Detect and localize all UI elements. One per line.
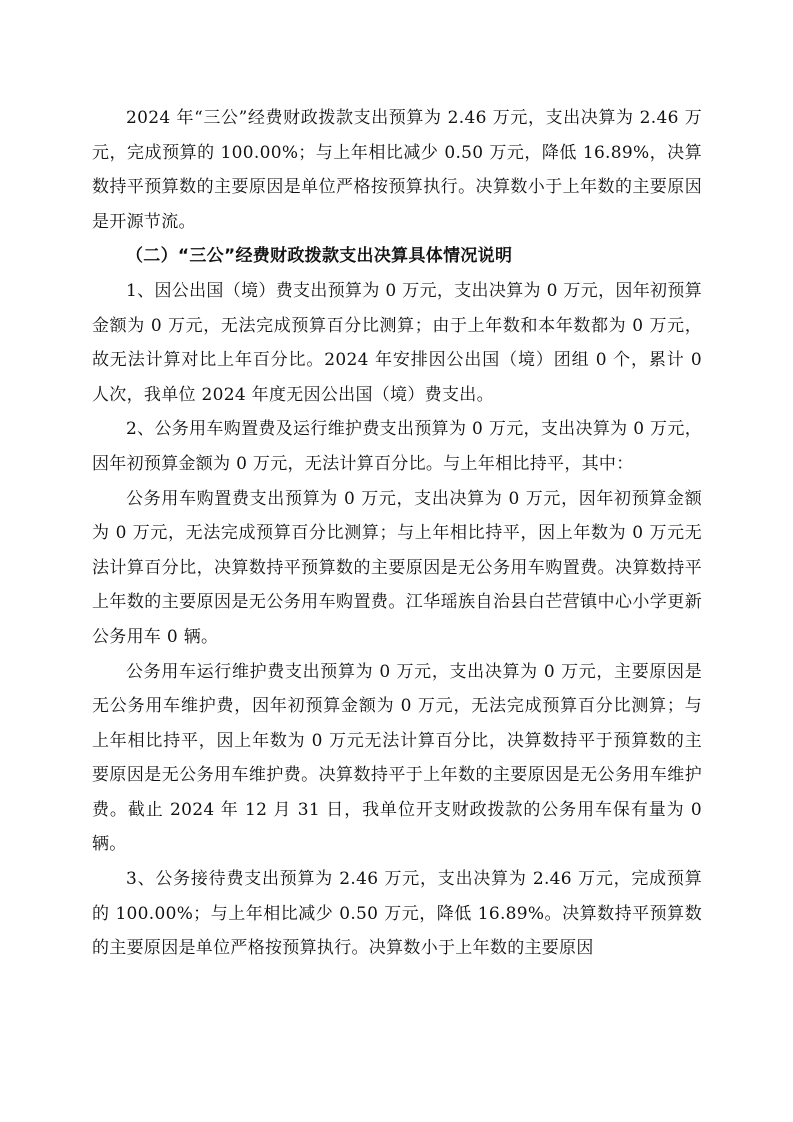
paragraph-vehicle-purchase: 公务用车购置费支出预算为 0 万元，支出决算为 0 万元，因年初预算金额为 0 万元，无法完成预算百分比测算；与上年相比持平，因上年数为 0 万元无法计算百分比，决算数持平预算数的主要原因是无公务用车购置费。决算数持平上年数的主要原因是无公务用车购置费。江华瑶族自治县白芒营镇中心小学更新公务用车 0 辆。	[92, 488, 702, 647]
paragraph-reception: 3、公务接待费支出预算为 2.46 万元，支出决算为 2.46 万元，完成预算的 100.00%；与上年相比减少 0.50 万元，降低 16.89%。决算数持平预算数的主要原因是单位严格按预算执行。决算数小于上年数的主要原因	[92, 869, 702, 959]
document-body	[92, 101, 702, 966]
section-heading: （二）“三公”经费财政拨款支出决算具体情况说明	[126, 246, 513, 267]
paragraph-summary: 2024 年“三公”经费财政拨款支出预算为 2.46 万元，支出决算为 2.46 万元，完成预算的 100.00%；与上年相比减少 0.50 万元，降低 16.89%，决算数持平预算数的主要原因是单位严格按预算执行。决算数小于上年数的主要原因是开源节流。	[92, 108, 702, 232]
paragraph-overseas-travel: 1、因公出国（境）费支出预算为 0 万元，支出决算为 0 万元，因年初预算金额为 0 万元，无法完成预算百分比测算；由于上年数和本年数都为 0 万元，故无法计算对比上年百分比。2024 年安排因公出国（境）团组 0 个，累计 0 人次，我单位 2024 年度无因公出国（境）费支出。	[92, 280, 702, 405]
paragraph-vehicle-overview: 2、公务用车购置费及运行维护费支出预算为 0 万元，支出决算为 0 万元，因年初预算金额为 0 万元，无法计算百分比。与上年相比持平，其中：	[92, 419, 702, 474]
paragraph-vehicle-maintenance: 公务用车运行维护费支出预算为 0 万元，支出决算为 0 万元，主要原因是无公务用车维护费，因年初预算金额为 0 万元，无法完成预算百分比测算；与上年相比持平，因上年数为 0 万元无法计算百分比，决算数持平于预算数的主要原因是无公务用车维护费。决算数持平于上年数的主要原因是无公务用车维护费。截止 2024 年 12 月 31 日，我单位开支财政拨款的公务用车保有量为 0 辆。	[92, 661, 702, 855]
